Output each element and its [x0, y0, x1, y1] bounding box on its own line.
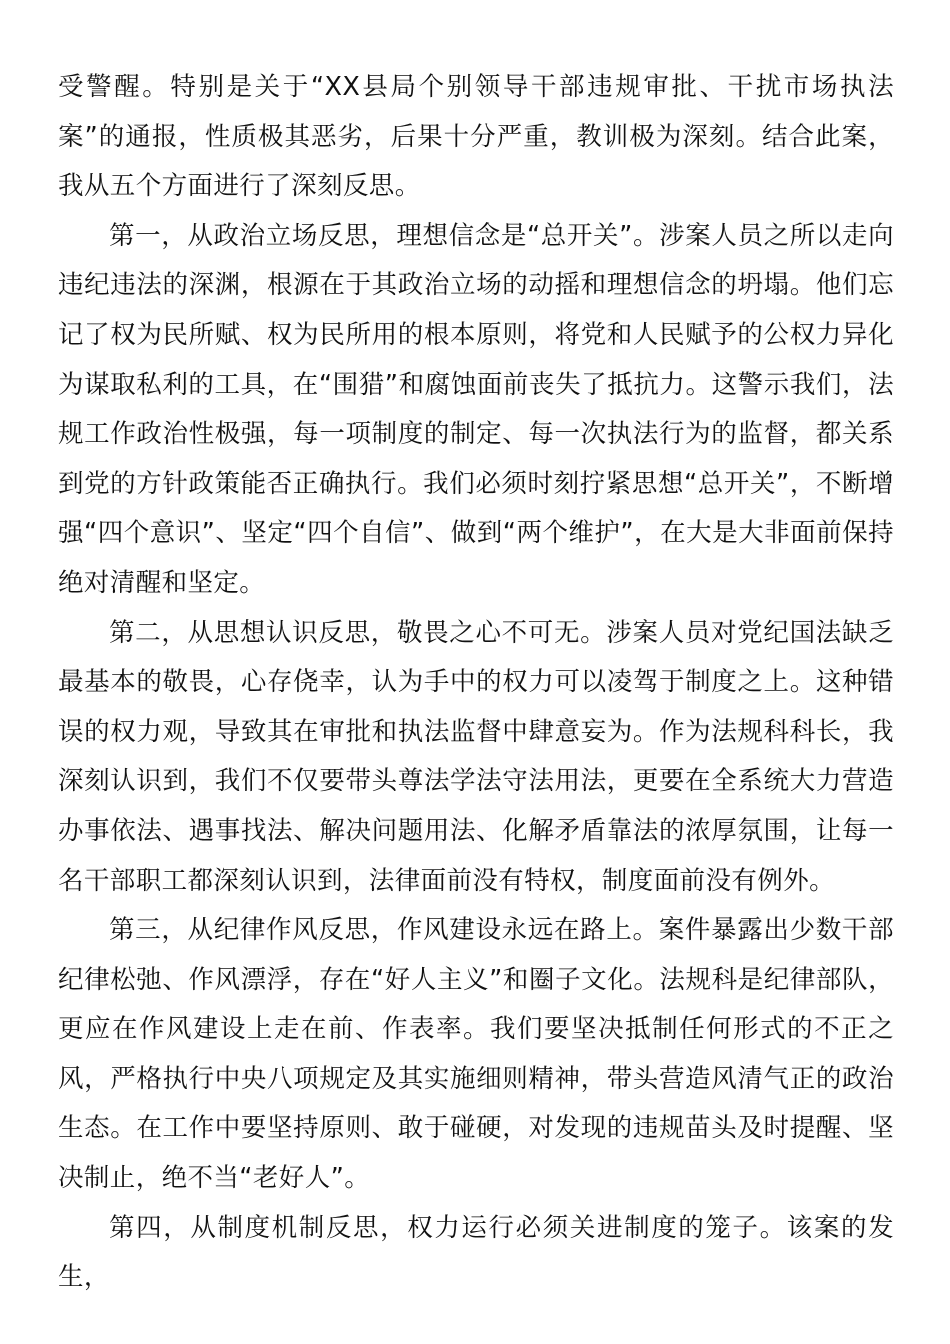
paragraph-text: 涉案人员之所以走向违纪违法的深渊，根源在于其政治立场的动摇和理想信念的坍塌。他们忘记了权为民所赋、权为民所用的根本原则，将党和人民赋予的公权力异化为谋取私利的工具，在“围猎”和腐蚀面前丧失了抵抗力。这警示我们，法规工作政治性极强，每一项制度的制定、每一次执法行为的监督，都关系到党的方针政策能否正确执行。我们必须时刻拧紧思想“总开关”，不断增强“四个意识”、坚定“四个自信”、做到“两个维护”，在大是大非面前保持绝对清醒和坚定。	[58, 220, 894, 598]
paragraph-lead: 第一，从政治立场反思，理想信念是“总开关”。	[109, 220, 660, 251]
paragraph-text: 涉案人员对党纪国法缺乏最基本的敬畏，心存侥幸，认为手中的权力可以凌驾于制度之上。这种错误的权力观，导致其在审批和执法监督中肆意妄为。作为法规科科长，我深刻认识到，我们不仅要带头尊法学法守法用法，更要在全系统大力营造办事依法、遇事找法、解决问题用法、化解矛盾靠法的浓厚氛围，让每一名干部职工都深刻认识到，法律面前没有特权，制度面前没有例外。	[58, 617, 894, 896]
paragraph-text: 受警醒。特别是关于“XX县局个别领导干部违规审批、干扰市场执法案”的通报，性质极其恶劣，后果十分严重，教训极为深刻。结合此案，我从五个方面进行了深刻反思。	[58, 72, 894, 202]
paragraph-point-1	[58, 212, 894, 609]
paragraph-text: 该案的发生，	[58, 1212, 894, 1293]
paragraph-lead: 第三，从纪律作风反思，作风建设永远在路上。	[109, 915, 659, 946]
paragraph-lead: 第二，从思想认识反思，敬畏之心不可无。	[109, 617, 607, 648]
paragraph-point-3	[58, 906, 894, 1204]
paragraph-point-4	[58, 1204, 894, 1303]
paragraph-lead: 第四，从制度机制反思，权力运行必须关进制度的笼子。	[109, 1212, 787, 1243]
paragraph-intro	[58, 63, 894, 212]
document-page	[58, 63, 894, 1303]
paragraph-point-2	[58, 609, 894, 907]
paragraph-text: 案件暴露出少数干部纪律松弛、作风漂浮，存在“好人主义”和圈子文化。法规科是纪律部队，更应在作风建设上走在前、作表率。我们要坚决抵制任何形式的不正之风，严格执行中央八项规定及其实施细则精神，带头营造风清气正的政治生态。在工作中要坚持原则、敢于碰硬，对发现的违规苗头及时提醒、坚决制止，绝不当“老好人”。	[58, 915, 894, 1194]
